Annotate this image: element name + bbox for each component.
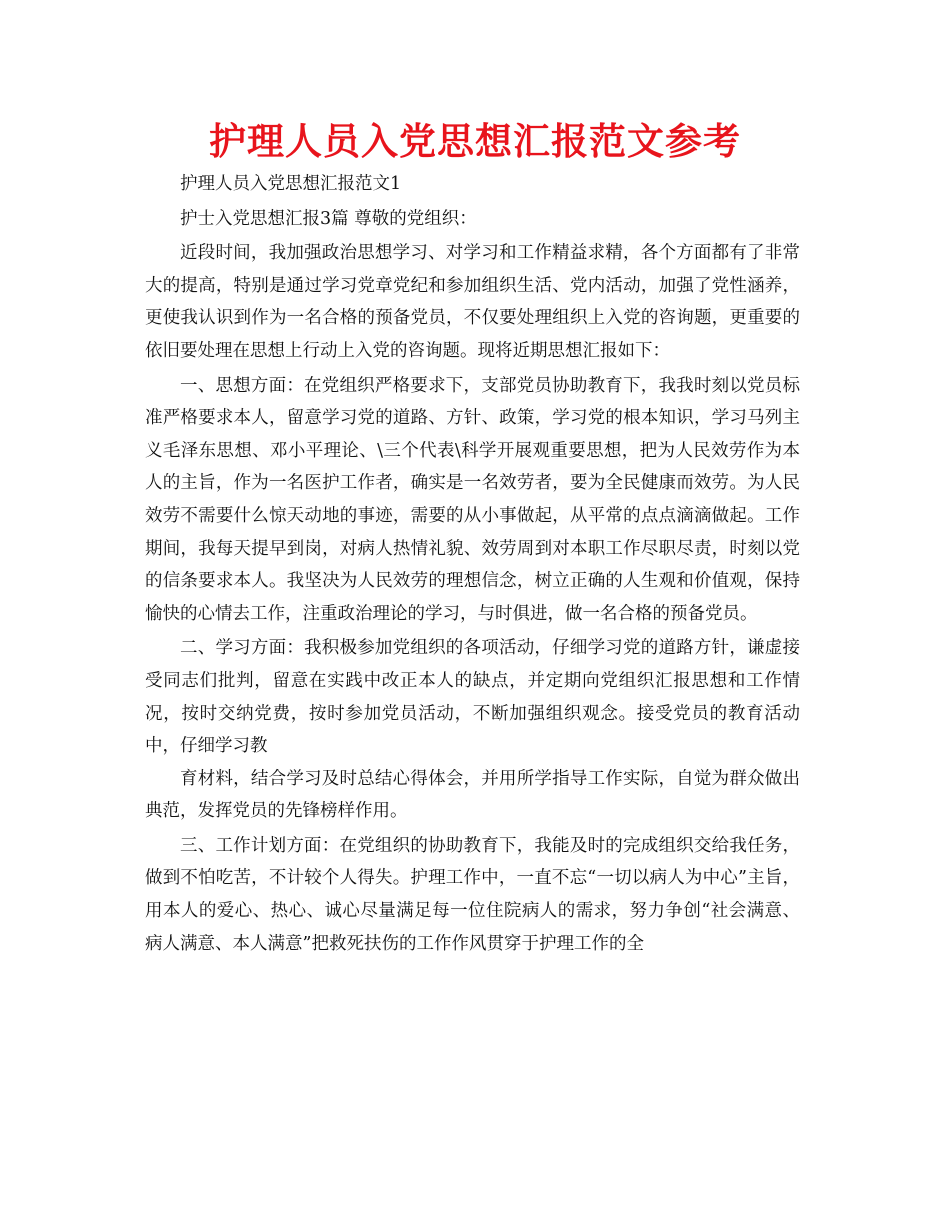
paragraph-subtitle: 护理人员入党思想汇报范文1 [180,174,402,194]
paragraph-intro: 近段时间，我加强政治思想学习、对学习和工作精益求精，各个方面都有了非常大的提高，特别是通过学习党章党纪和参加组织生活、党内活动，加强了党性涵养，更使我认识到作为一名合格的预备党员，不仅要处理组织上入党的咨询题，更重要的依旧要处理在思想上行动上入党的咨询题。现将近期思想汇报如下： [145,243,800,361]
paragraph-study: 二、学习方面：我积极参加党组织的各项活动，仔细学习党的道路方针，谦虚接受同志们批判，留意在实践中改正本人的缺点，并定期向党组织汇报思想和工作情况，按时交纳党费，按时参加党员活动，不断加强组织观念。接受党员的教育活动中，仔细学习教 [145,638,800,757]
document-body [145,168,800,960]
paragraph-study-continued: 育材料，结合学习及时总结心得体会，并用所学指导工作实际，自觉为群众做出典范，发挥党员的先锋榜样作用。 [145,768,800,822]
paragraph-thought: 一、思想方面：在党组织严格要求下，支部党员协助教育下，我我时刻以党员标准严格要求本人，留意学习党的道路、方针、政策，学习党的根本知识，学习马列主义毛泽东思想、邓小平理论、\三个代表\科学开展观重要思想，把为人民效劳作为本人的主旨，作为一名医护工作者，确实是一名效劳者，要为全民健康而效劳。为人民效劳不需要什么惊天动地的事迹，需要的从小事做起，从平常的点点滴滴做起。工作期间，我每天提早到岗，对病人热情礼貌、效劳周到对本职工作尽职尽责，时刻以党的信条要求本人。我坚决为人民效劳的理想信念，树立正确的人生观和价值观，保持愉快的心情去工作，注重政治理论的学习，与时俱进，做一名合格的预备党员。 [145,375,800,624]
document-title: 护理人员入党思想汇报范文参考 [209,120,741,163]
paragraph-salutation: 护士入党思想汇报3篇 尊敬的党组织： [180,208,477,229]
paragraph-work-plan: 三、工作计划方面：在党组织的协助教育下，我能及时的完成组织交给我任务，做到不怕吃苦，不计较个人得失。护理工作中，一直不忘“一切以病人为中心”主旨，用本人的爱心、热心、诚心尽量满足每一位住院病人的需求，努力争创“社会满意、病人满意、本人满意”把救死扶伤的工作作风贯穿于护理工作的全 [145,835,800,954]
